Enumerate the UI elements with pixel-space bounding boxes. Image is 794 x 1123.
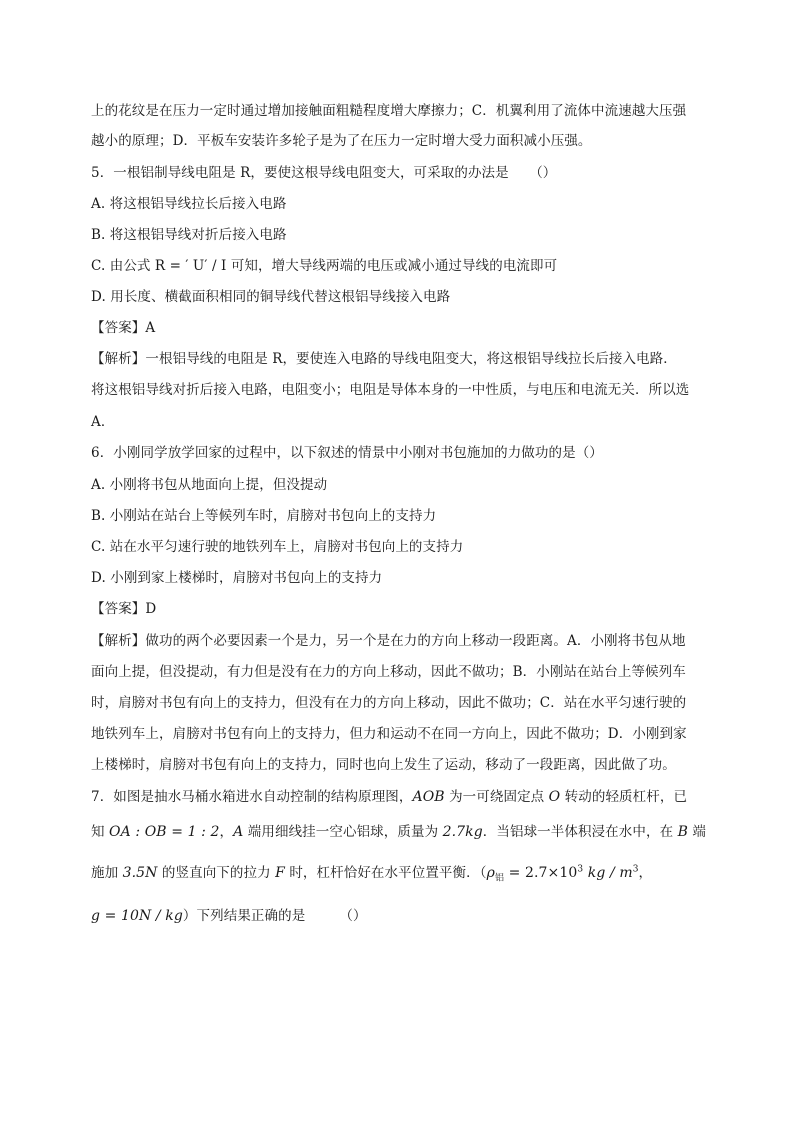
math-force: 3.5N	[122, 865, 158, 881]
math-gravity: g = 10N / kg	[91, 908, 183, 924]
text-line: 上的花纹是在压力一定时通过增加接触面粗糙程度增大摩擦力；C．机翼利用了流体中流速越大压强	[91, 103, 687, 119]
text: ）下列结果正确的是 （）	[182, 908, 367, 924]
option-a: A. 小刚将书包从地面向上提，但没提动	[91, 477, 328, 493]
math-rho: ρ	[486, 865, 495, 881]
text: 为一可绕固定点	[444, 789, 549, 805]
question-6: 6．小刚同学放学回家的过程中，以下叙述的情景中小刚对书包施加的力做功的是（）	[91, 445, 603, 461]
math-rho-subscript: 铝	[494, 873, 505, 884]
text: 7．如图是抽水马桶水箱进水自动控制的结构原理图，	[91, 789, 413, 805]
question-7-line-2	[91, 822, 711, 842]
math-aob: AOB	[412, 789, 445, 805]
analysis-line: 上楼梯时，肩膀对书包有向上的支持力，同时也向上发生了运动，移动了一段距离，因此做了功。	[91, 757, 676, 773]
option-c: C. 由公式 R = ′ U′ / I 可知，增大导线两端的电压或减小通过导线的电流即可	[91, 258, 558, 274]
analysis-line: A．	[91, 414, 115, 430]
analysis-line: 地铁列车上，肩膀对书包有向上的支持力，但力和运动不在同一方向上，因此不做功；D．小刚到家	[91, 726, 687, 742]
option-d: D. 小刚到家上楼梯时，肩膀对书包向上的支持力	[91, 570, 383, 586]
analysis-line: 【解析】一根铝导线的电阻是 R，要使连入电路的导线电阻变大，将这根铝导线拉长后接入电路．	[91, 351, 677, 367]
analysis-line: 面向上提，但没提动，有力但是没有在力的方向上移动，因此不做功；B．小刚站在站台上等候列车	[91, 664, 686, 680]
math-density: = 2.7×10	[504, 865, 578, 881]
math-ratio: OA : OB = 1 : 2	[109, 824, 220, 840]
text: 端	[687, 824, 706, 840]
answer-label: 【答案】D	[91, 601, 157, 617]
text: 端用细线挂一空心铝球，质量为	[243, 824, 443, 840]
question-7-line-1	[91, 787, 711, 807]
question-5: 5．一根铝制导线电阻是 R，要使这根导线电阻变大，可采取的办法是 （）	[91, 165, 557, 181]
text: 转动的轻质杠杆，已	[560, 789, 688, 805]
text-line: 越小的原理；D．平板车安装许多轮子是为了在压力一定时增大受力面积减小压强。	[91, 133, 592, 149]
question-7-line-3	[91, 863, 711, 883]
analysis-line: 将这根铝导线对折后接入电路，电阻变小；电阻是导体本身的一中性质，与电压和电流无关．所以选	[91, 382, 690, 398]
analysis-line: 【解析】做功的两个必要因素一个是力，另一个是在力的方向上移动一段距离。A．小刚将书包从地	[91, 633, 686, 649]
option-c: C. 站在水平匀速行驶的地铁列车上，肩膀对书包向上的支持力	[91, 539, 464, 555]
option-b: B. 小刚站在站台上等候列车时，肩膀对书包向上的支持力	[91, 508, 437, 524]
math-mass: 2.7kg	[442, 824, 483, 840]
question-7-line-4	[91, 906, 711, 926]
math-exponent: 3	[577, 864, 584, 875]
text: ，	[638, 865, 653, 881]
math-unit-exponent: 3	[632, 864, 639, 875]
math-o: O	[548, 789, 561, 805]
text: ，	[219, 824, 234, 840]
math-f: F	[275, 865, 285, 881]
text: ．当铝球一半体积浸在水中，在	[482, 824, 678, 840]
text: 知	[91, 824, 109, 840]
math-unit: kg / m	[583, 865, 633, 881]
option-b: B. 将这根铝导线对折后接入电路	[91, 227, 287, 243]
option-a: A. 将这根铝导线拉长后接入电路	[91, 196, 287, 212]
math-b: B	[677, 824, 688, 840]
math-a: A	[233, 824, 244, 840]
answer-label: 【答案】A	[91, 320, 156, 336]
option-d: D. 用长度、横截面积相同的铜导线代替这根铝导线接入电路	[91, 289, 451, 305]
text: 的竖直向下的拉力	[157, 865, 276, 881]
analysis-line: 时，肩膀对书包有向上的支持力，但没有在力的方向上移动，因此不做功；C．站在水平匀速行驶的	[91, 695, 687, 711]
text: 施加	[91, 865, 123, 881]
text: 时，杠杆恰好在水平位置平衡．（	[284, 865, 487, 881]
